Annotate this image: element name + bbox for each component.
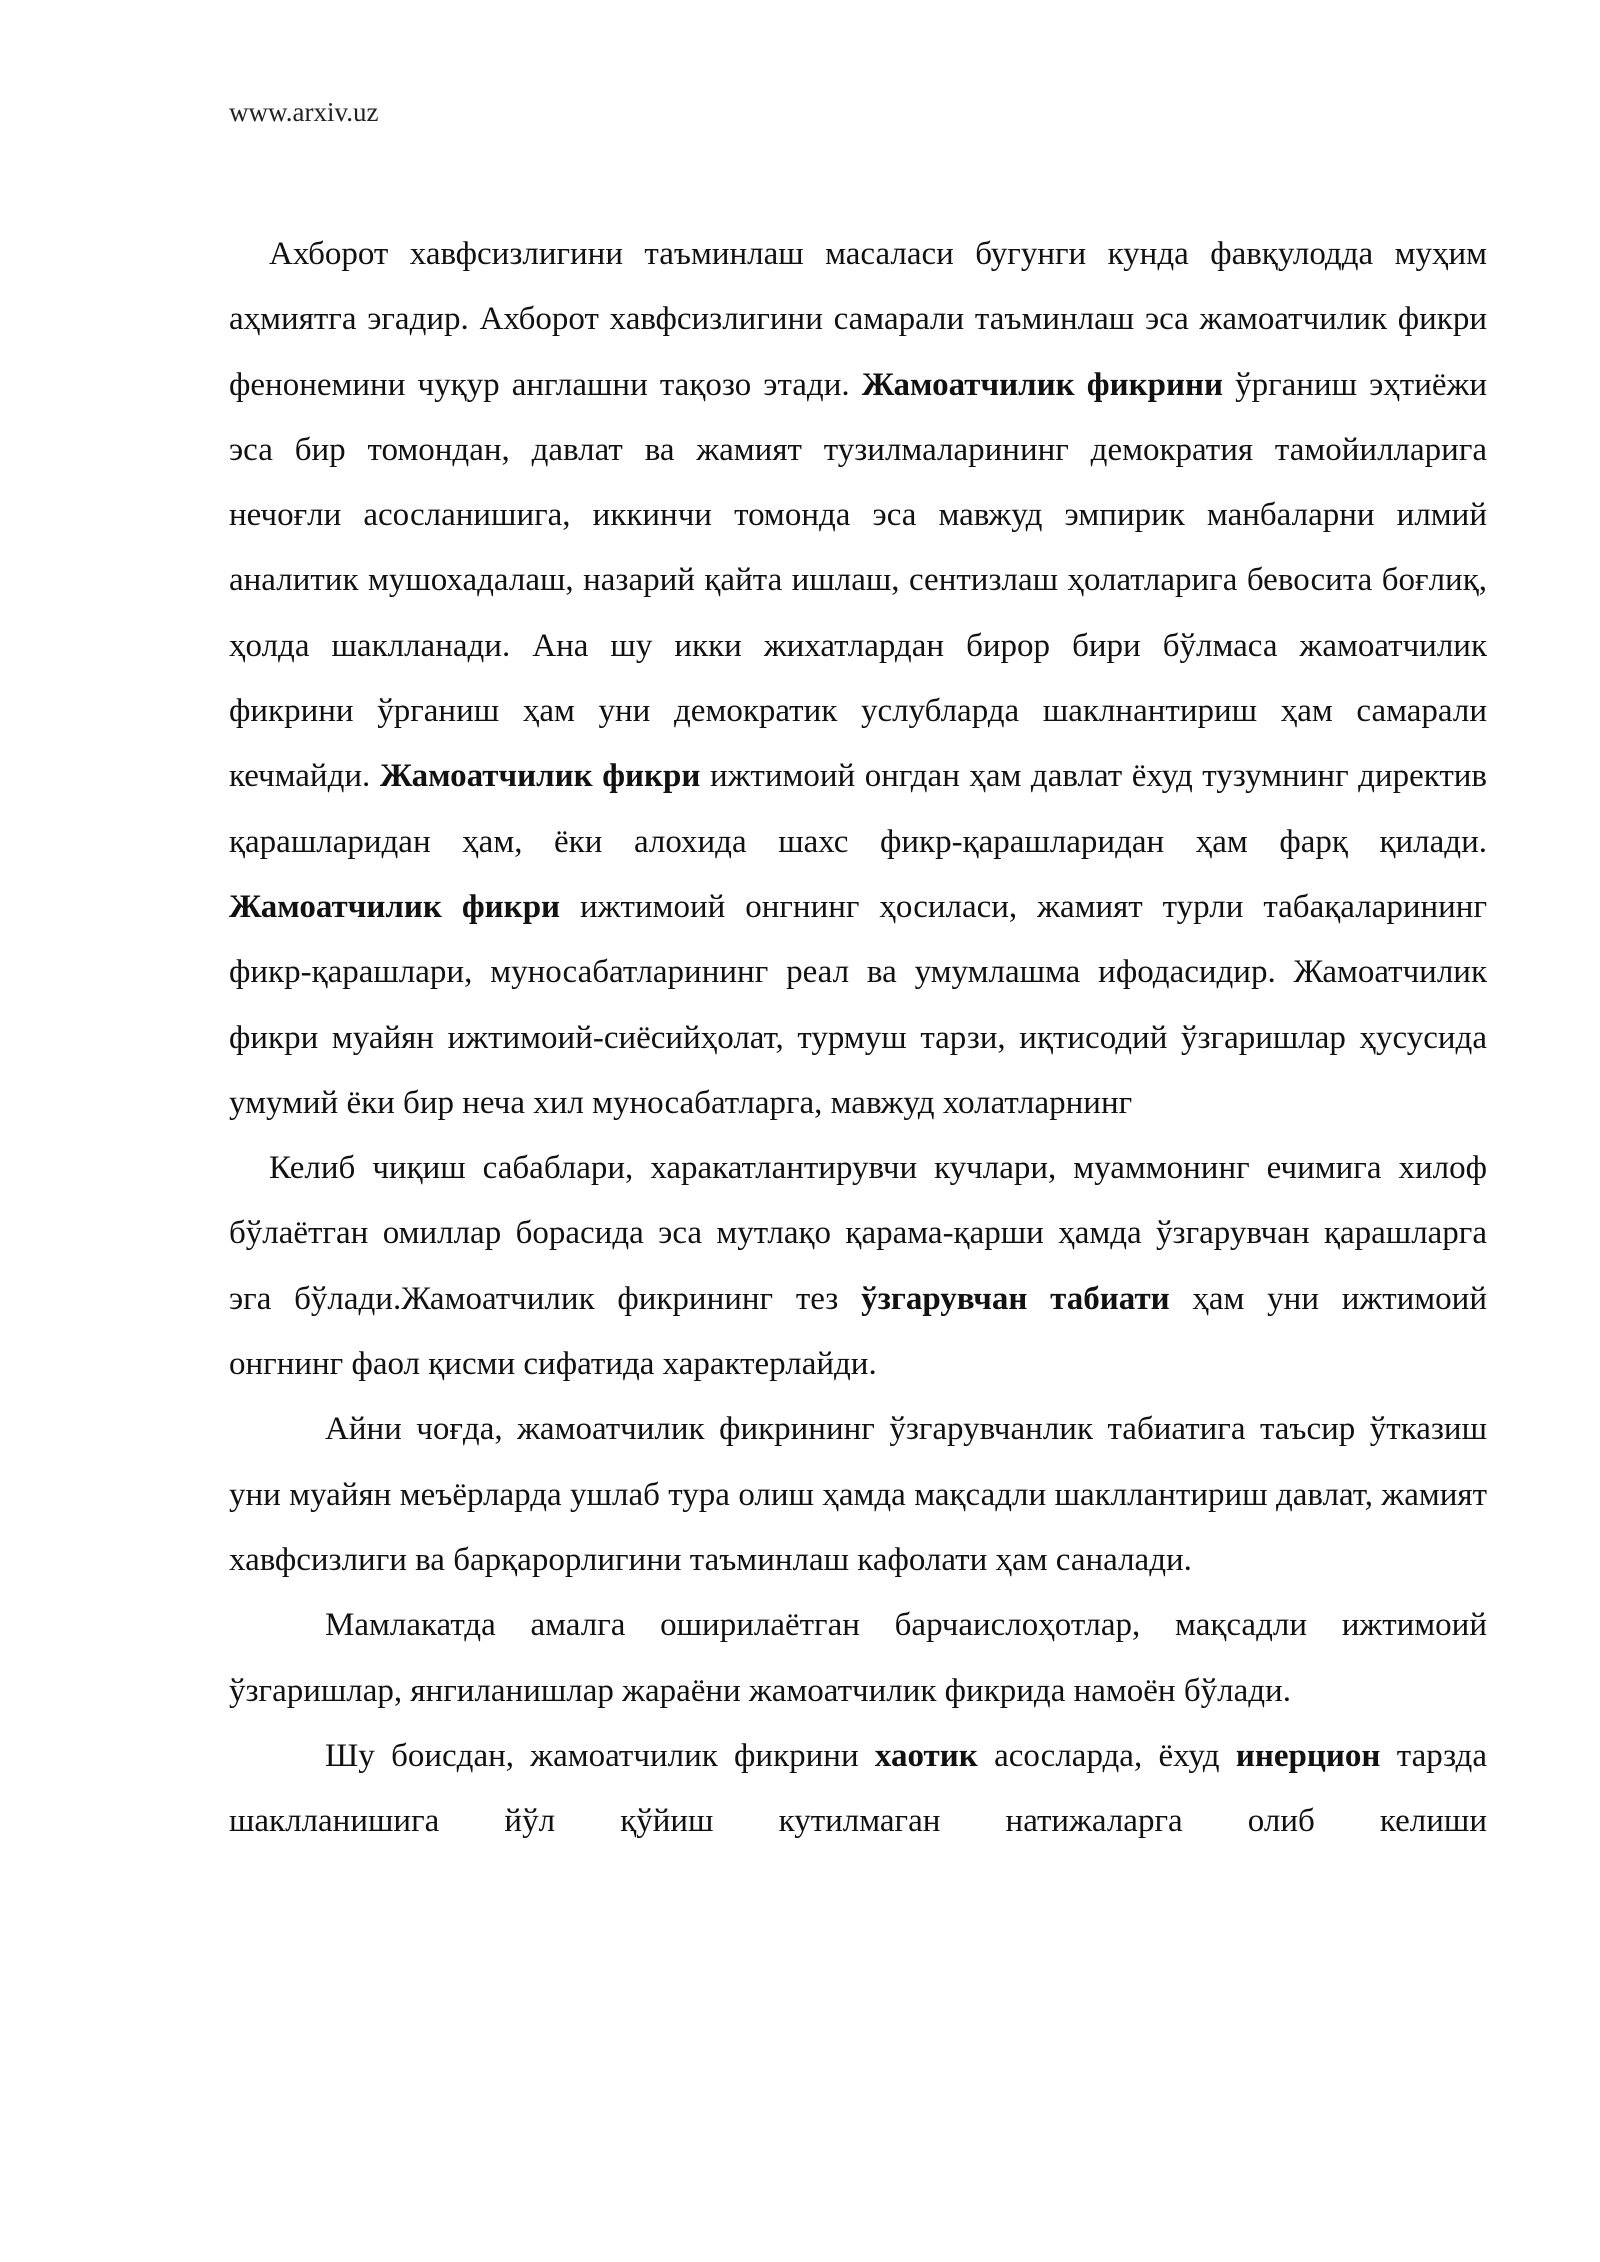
text-run: Мамлакатда амалга оширилаётган барчаислоҳотлар, мақсадли ижтимоий ўзгаришлар, янгиланишлар жараёни жамоатчилик фикрида намоён бўлади. xyxy=(229,1607,1487,1709)
text-run: ҳам уни ижтимоий онгнинг фаол қисми сифатида характерлайди. xyxy=(229,1280,1487,1383)
paragraph xyxy=(229,1397,1487,1593)
text-run: тарзда шаклланишига йўл қўйиш кутилмаган натижаларга олиб келиши xyxy=(229,1737,1487,1840)
paragraph xyxy=(229,1724,1487,1855)
text-run: ўрганиш эҳтиёжи эса бир томондан, давлат ва жамият тузилмаларининг демократия тамойилларига нечоғли асосланишига, иккинчи томонда эса мавжуд эмпирик манбаларни илмий аналитик мушохадалаш, назарий қайта ишлаш, сентизлаш ҳолатларига бевосита боғлиқ, ҳолда шаклланади. Ана шу икки жихатлардан бирор бири бўлмаса жамоатчилик фикрини ўрганиш ҳам уни демократик услубларда шаклнантириш ҳам самарали кечмайди. xyxy=(229,366,1487,795)
bold-text-run: ўзгарувчан табиати xyxy=(861,1280,1170,1317)
bold-text-run: Жамоатчилик фикри xyxy=(229,888,561,925)
text-run: Шу боисдан, жамоатчилик фикрини xyxy=(325,1737,875,1774)
text-run: Келиб чиқиш сабаблари, харакатлантирувчи кучлари, муаммонинг ечимига хилоф бўлаётган омиллар борасида эса мутлақо қарама-қарши ҳамда ўзгарувчан қарашларга эга бўлади.Жамоатчилик фикрининг тез xyxy=(229,1150,1487,1317)
bold-text-run: Жамоатчилик фикри xyxy=(379,758,701,795)
text-run: асосларда, ёхуд xyxy=(977,1737,1236,1774)
paragraph xyxy=(229,1136,1487,1397)
bold-text-run: хаотик xyxy=(874,1737,978,1774)
bold-text-run: инерцион xyxy=(1235,1737,1381,1774)
text-run: Айни чоғда, жамоатчилик фикрининг ўзгарувчанлик табиатига таъсир ўтказиш уни муайян меъёрларда ушлаб тура олиш ҳамда мақсадли шакллантириш давлат, жамият хавфсизлиги ва барқарорлигини таъминлаш кафолати ҳам саналади. xyxy=(229,1411,1487,1578)
page-header-site: www.arxiv.uz xyxy=(229,97,379,127)
bold-text-run: Жамоатчилик фикрини xyxy=(861,366,1223,403)
text-run: Ахборот хавфсизлигини таъминлаш масаласи бугунги кунда фавқулодда муҳим аҳмиятга эгадир. Ахборот хавфсизлигини самарали таъминлаш эса жамоатчилик фикри фенонемини чуқур англашни тақозо этади. xyxy=(229,236,1487,403)
paragraph xyxy=(229,1593,1487,1724)
text-run: ижтимоий онгдан ҳам давлат ёхуд тузумнинг директив қарашларидан ҳам, ёки алохида шахс фикр-қарашларидан ҳам фарқ қилади. xyxy=(229,758,1487,860)
paragraph xyxy=(229,222,1487,1136)
document-body xyxy=(229,222,1487,1854)
text-run: ижтимоий онгнинг ҳосиласи, жамият турли табақаларининг фикр-қарашлари, муносабатларининг реал ва умумлашма ифодасидир. Жамоатчилик фикри муайян ижтимоий-сиёсийҳолат, турмуш тарзи, иқтисодий ўзгаришлар ҳусусида умумий ёки бир неча хил муносабатларга, мавжуд холатларнинг xyxy=(229,888,1487,1121)
